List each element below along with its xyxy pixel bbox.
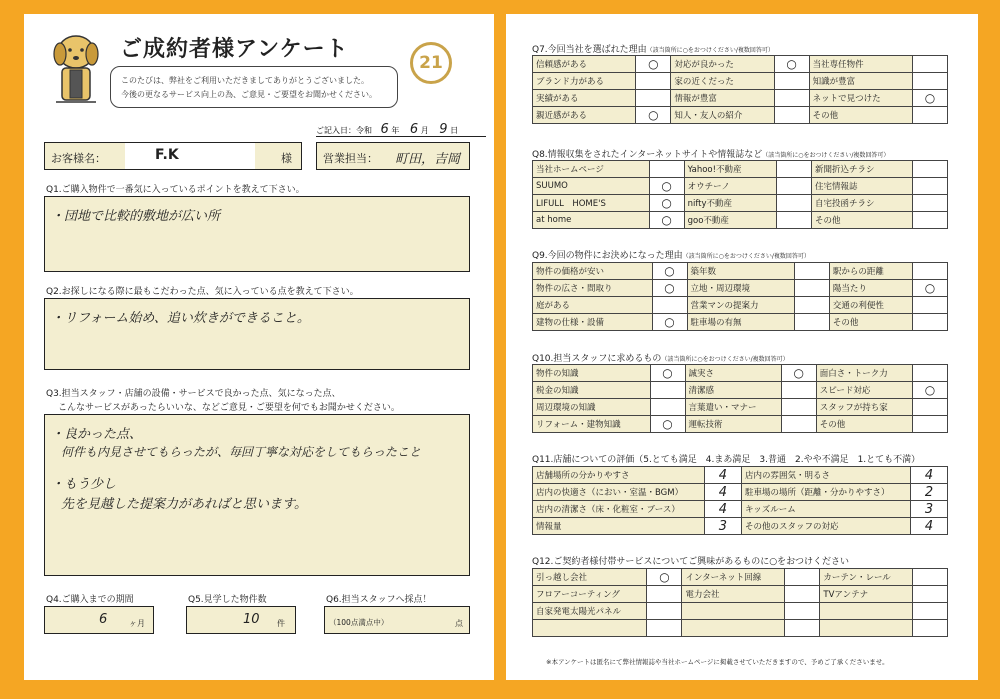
- answer-mark: ○: [650, 365, 685, 382]
- answer-mark: [913, 56, 948, 73]
- table-row: [533, 467, 948, 484]
- answer-mark: ○: [636, 107, 671, 124]
- answer-mark: [647, 603, 682, 620]
- q3-answer-line-3: ・もう少し: [51, 477, 117, 492]
- option-label: 物件の価格が安い: [533, 263, 653, 280]
- option-label: 駅からの距離: [829, 263, 912, 280]
- answer-mark: [913, 603, 948, 620]
- answer-mark: [652, 297, 687, 314]
- q6-note: （100点満点中）: [329, 618, 389, 627]
- date-label: ご記入日：令和: [316, 126, 372, 135]
- answer-mark: [913, 107, 948, 124]
- option-label: フロアーコーティング: [533, 586, 647, 603]
- answer-mark: [785, 603, 820, 620]
- answer-mark: [636, 73, 671, 90]
- option-label: 信頼感がある: [533, 56, 636, 73]
- answer-mark: ○: [652, 280, 687, 297]
- q9-table: [532, 262, 948, 331]
- customer-label: お客様名：: [51, 152, 106, 165]
- option-label: 引っ越し会社: [533, 569, 647, 586]
- rating-cell: 4: [911, 467, 948, 484]
- option-label: 駐車場の有無: [687, 314, 794, 331]
- century21-logo: 21: [410, 42, 452, 84]
- left-page: [24, 14, 494, 680]
- option-label: SUUMO: [533, 178, 650, 195]
- q1-answer-box: [44, 196, 470, 272]
- option-label: 情報量: [533, 518, 705, 535]
- table-row: [533, 484, 948, 501]
- answer-mark: [649, 161, 684, 178]
- q10-label: [532, 351, 789, 364]
- q9-label: [532, 248, 810, 261]
- q5-answer-box: [186, 606, 296, 634]
- option-label: [820, 603, 913, 620]
- option-label: 建物の仕様・設備: [533, 314, 653, 331]
- rating-cell: 3: [704, 518, 741, 535]
- q3-answer-line-4: 先を見越した提案力があればと思います。: [61, 497, 307, 512]
- customer-name-value: F.K: [155, 147, 179, 163]
- q6-answer-box: [324, 606, 470, 634]
- answer-mark: ○: [649, 195, 684, 212]
- answer-mark: [777, 161, 812, 178]
- q11-table: [532, 466, 948, 535]
- q4-value: 6: [99, 612, 108, 627]
- option-label: [682, 603, 785, 620]
- survey-title: ご成約者様アンケート: [120, 37, 349, 62]
- option-label: 面白さ・トーク力: [816, 365, 912, 382]
- answer-mark: [913, 365, 948, 382]
- answer-mark: [794, 263, 829, 280]
- answer-mark: [636, 90, 671, 107]
- answer-mark: [785, 586, 820, 603]
- rating-cell: 4: [911, 518, 948, 535]
- table-row: [533, 501, 948, 518]
- option-label: 言葉遣い・マナー: [685, 399, 781, 416]
- q3-answer-box: [44, 414, 470, 576]
- rating-cell: 3: [911, 501, 948, 518]
- option-label: その他のスタッフの対応: [741, 518, 910, 535]
- answer-mark: [785, 620, 820, 637]
- option-label: 実績がある: [533, 90, 636, 107]
- answer-mark: ○: [647, 569, 682, 586]
- option-label: [820, 620, 913, 637]
- table-row: [533, 518, 948, 535]
- intro-line-1: このたびは、弊社をご利用いただきましてありがとうございました。: [121, 76, 369, 85]
- option-label: ブランド力がある: [533, 73, 636, 90]
- option-label: 住宅情報誌: [812, 178, 913, 195]
- option-label: 知識が豊富: [809, 73, 912, 90]
- q5-label: Q5.見学した物件数: [188, 595, 267, 605]
- q7-label: [532, 42, 774, 55]
- option-label: 営業マンの提案力: [687, 297, 794, 314]
- answer-mark: [913, 620, 948, 637]
- option-label: 自宅投函チラシ: [812, 195, 913, 212]
- table-row: [533, 90, 948, 107]
- answer-mark: [647, 620, 682, 637]
- option-label: その他: [816, 416, 912, 433]
- answer-mark: [913, 399, 948, 416]
- q4-label: Q4.ご購入までの期間: [46, 595, 134, 605]
- staff-label: 営業担当：: [323, 152, 378, 165]
- answer-mark: [650, 399, 685, 416]
- option-label: 当社ホームページ: [533, 161, 650, 178]
- answer-mark: ○: [649, 212, 684, 229]
- q12-label: Q12.ご契約者様付帯サービスについてご興味があるものに○をおつけください: [532, 557, 849, 567]
- rating-cell: 2: [911, 484, 948, 501]
- q3-label-line-1: Q3.担当スタッフ・店舗の設備・サービスで良かった点、気になった点、: [46, 389, 341, 399]
- customer-suffix: 様: [281, 152, 292, 165]
- option-label: インターネット回線: [682, 569, 785, 586]
- option-label: 自家発電太陽光パネル: [533, 603, 647, 620]
- option-label: 陽当たり: [829, 280, 912, 297]
- answer-mark: [913, 314, 948, 331]
- rating-cell: 4: [704, 467, 741, 484]
- answer-mark: [913, 178, 948, 195]
- dog-mascot-icon: [48, 30, 104, 110]
- option-label: スタッフが持ち家: [816, 399, 912, 416]
- q7-note: （該当箇所に○をおつけください/複数回答可）: [646, 47, 774, 54]
- answer-mark: ○: [649, 178, 684, 195]
- answer-mark: [781, 416, 816, 433]
- answer-mark: [913, 263, 948, 280]
- option-label: 情報が豊富: [671, 90, 774, 107]
- option-label: Yahoo!不動産: [684, 161, 776, 178]
- option-label: 周辺環境の知識: [533, 399, 651, 416]
- table-row: [533, 73, 948, 90]
- option-label: 知人・友人の紹介: [671, 107, 774, 124]
- option-label: 家の近くだった: [671, 73, 774, 90]
- rating-cell: 4: [704, 484, 741, 501]
- option-label: 運転技術: [685, 416, 781, 433]
- customer-name-field: [44, 142, 302, 170]
- answer-mark: [913, 195, 948, 212]
- option-label: リフォーム・建物知識: [533, 416, 651, 433]
- option-label: 店内の雰囲気・明るさ: [741, 467, 910, 484]
- q4-unit: ヶ月: [129, 619, 145, 628]
- answer-mark: [913, 586, 948, 603]
- answer-mark: [781, 399, 816, 416]
- answer-mark: [774, 73, 809, 90]
- option-label: スピード対応: [816, 382, 912, 399]
- table-row: [533, 603, 948, 620]
- option-label: 税金の知識: [533, 382, 651, 399]
- q2-label: Q2.お探しになる際に最もこだわった点、気に入っている点を教えて下さい。: [46, 287, 359, 297]
- intro-line-2: 今後の更なるサービス向上の為、ご意見・ご要望をお聞かせください。: [121, 90, 377, 99]
- customer-value-area: [125, 143, 255, 169]
- answer-mark: [913, 161, 948, 178]
- q8-label: [532, 147, 889, 160]
- table-row: [533, 195, 948, 212]
- q6-unit: 点: [455, 619, 463, 628]
- date-day: 9: [439, 122, 448, 137]
- answer-mark: ○: [913, 280, 948, 297]
- option-label: 誠実さ: [685, 365, 781, 382]
- date-month-unit: 月: [420, 126, 429, 135]
- answer-mark: [774, 90, 809, 107]
- table-row: [533, 399, 948, 416]
- q3-answer-line-1: ・良かった点、: [51, 427, 143, 442]
- date-line: [316, 122, 486, 137]
- answer-mark: [913, 297, 948, 314]
- table-row: [533, 586, 948, 603]
- date-day-unit: 日: [450, 126, 459, 135]
- table-row: [533, 382, 948, 399]
- answer-mark: [781, 382, 816, 399]
- option-label: 駐車場の場所（距離・分かりやすさ）: [741, 484, 910, 501]
- table-row: [533, 263, 948, 280]
- table-row: [533, 314, 948, 331]
- option-label: 築年数: [687, 263, 794, 280]
- table-row: [533, 297, 948, 314]
- answer-mark: [794, 314, 829, 331]
- q12-table: [532, 568, 948, 637]
- q10-note: （該当箇所に○をおつけください/複数回答可）: [661, 356, 789, 363]
- option-label: 当社専任物件: [809, 56, 912, 73]
- q10-table: [532, 364, 948, 433]
- q10-label-text: Q10.担当スタッフに求めるもの: [532, 354, 662, 364]
- option-label: TVアンテナ: [820, 586, 913, 603]
- q5-unit: 件: [277, 619, 285, 628]
- answer-mark: [913, 212, 948, 229]
- option-label: 物件の広さ・間取り: [533, 280, 653, 297]
- answer-mark: [777, 195, 812, 212]
- option-label: [533, 620, 647, 637]
- q2-answer: ・リフォーム始め、追い炊きができること。: [51, 311, 310, 326]
- date-year: 6: [380, 122, 389, 137]
- table-row: [533, 107, 948, 124]
- table-row: [533, 212, 948, 229]
- answer-mark: [794, 297, 829, 314]
- answer-mark: ○: [774, 56, 809, 73]
- option-label: 店舗場所の分かりやすさ: [533, 467, 705, 484]
- option-label: 新聞折込チラシ: [812, 161, 913, 178]
- option-label: 交通の利便性: [829, 297, 912, 314]
- table-row: [533, 416, 948, 433]
- table-row: [533, 161, 948, 178]
- q11-label: Q11.店舗についての評価（5.とても満足 4.まあ満足 3.普通 2.やや不満足 1.とても不満）: [532, 455, 921, 465]
- answer-mark: ○: [636, 56, 671, 73]
- q7-label-text: Q7.今回当社を選ばれた理由: [532, 45, 647, 55]
- date-month: 6: [409, 122, 419, 137]
- staff-value: 町田，吉岡: [395, 152, 461, 167]
- option-label: オウチーノ: [684, 178, 776, 195]
- answer-mark: [777, 212, 812, 229]
- table-row: [533, 178, 948, 195]
- answer-mark: [913, 416, 948, 433]
- answer-mark: [650, 382, 685, 399]
- option-label: 清潔感: [685, 382, 781, 399]
- answer-mark: [913, 73, 948, 90]
- answer-mark: ○: [650, 416, 685, 433]
- rating-cell: 4: [704, 501, 741, 518]
- table-row: [533, 620, 948, 637]
- answer-mark: [913, 569, 948, 586]
- answer-mark: ○: [652, 263, 687, 280]
- q4-answer-box: [44, 606, 154, 634]
- answer-mark: [785, 569, 820, 586]
- date-year-unit: 年: [391, 126, 400, 135]
- option-label: その他: [812, 212, 913, 229]
- greeting-bubble: [110, 66, 398, 108]
- footer-note: ※本アンケートは匿名にて弊社情報誌や当社ホームページに掲載させていただきますので、予めご了承くださいませ。: [546, 658, 889, 666]
- answer-mark: [794, 280, 829, 297]
- option-label: キッズルーム: [741, 501, 910, 518]
- answer-mark: ○: [781, 365, 816, 382]
- table-row: [533, 569, 948, 586]
- option-label: 電力会社: [682, 586, 785, 603]
- option-label: 対応が良かった: [671, 56, 774, 73]
- answer-mark: [777, 178, 812, 195]
- q8-label-text: Q8.情報収集をされたインターネットサイトや情報誌など: [532, 150, 763, 160]
- answer-mark: [774, 107, 809, 124]
- option-label: nifty不動産: [684, 195, 776, 212]
- staff-field: [316, 142, 470, 170]
- answer-mark: ○: [913, 90, 948, 107]
- table-row: [533, 56, 948, 73]
- q3-answer-line-2: 何件も内見させてもらったが、毎回丁寧な対応をしてもらったこと: [61, 445, 422, 459]
- answer-mark: [647, 586, 682, 603]
- q9-note: （該当箇所に○をおつけください/複数回答可）: [682, 253, 810, 260]
- q2-answer-box: [44, 298, 470, 370]
- q5-value: 10: [243, 612, 260, 627]
- q8-table: [532, 160, 948, 229]
- option-label: 店内の快適さ（におい・室温・BGM）: [533, 484, 705, 501]
- option-label: 物件の知識: [533, 365, 651, 382]
- table-row: [533, 280, 948, 297]
- right-page: [506, 14, 978, 680]
- option-label: 庭がある: [533, 297, 653, 314]
- option-label: 立地・周辺環境: [687, 280, 794, 297]
- q3-label-line-2: こんなサービスがあったらいいな、などご意見・ご要望を何でもお聞かせください。: [58, 403, 400, 413]
- option-label: LIFULL HOME'S: [533, 195, 650, 212]
- option-label: その他: [829, 314, 912, 331]
- option-label: ネットで見つけた: [809, 90, 912, 107]
- q9-label-text: Q9.今回の物件にお決めになった理由: [532, 251, 683, 261]
- option-label: 店内の清潔さ（床・化粧室・ブース）: [533, 501, 705, 518]
- q1-answer: ・団地で比較的敷地が広い所: [51, 209, 221, 224]
- option-label: その他: [809, 107, 912, 124]
- option-label: at home: [533, 212, 650, 229]
- option-label: goo不動産: [684, 212, 776, 229]
- answer-mark: ○: [913, 382, 948, 399]
- answer-mark: ○: [652, 314, 687, 331]
- table-row: [533, 365, 948, 382]
- q6-label: Q6.担当スタッフへ採点！: [326, 595, 432, 605]
- q8-note: （該当箇所に○をおつけください/複数回答可）: [762, 152, 890, 159]
- q7-table: [532, 55, 948, 124]
- option-label: [682, 620, 785, 637]
- option-label: カーテン・レール: [820, 569, 913, 586]
- option-label: 親近感がある: [533, 107, 636, 124]
- q1-label: Q1.ご購入物件で一番気に入っているポイントを教えて下さい。: [46, 185, 305, 195]
